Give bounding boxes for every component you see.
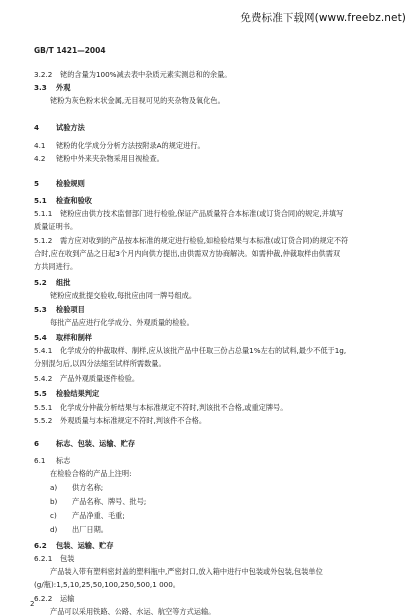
- section-line-5-5-2: [34, 416, 376, 425]
- clause-text: 铑粉的化学成分分析方法按附录A的规定进行。: [56, 141, 205, 150]
- clause-number: 5.4.2: [34, 374, 53, 383]
- clause-number: 5.5.1: [34, 403, 53, 412]
- clause-text: 供方名称;: [72, 483, 104, 492]
- clause-number: 5.4: [34, 333, 47, 342]
- clause-number: 5.1.1: [34, 209, 53, 218]
- text-line: [34, 249, 376, 258]
- text-line: [34, 262, 376, 271]
- section-line-4-2: [34, 154, 376, 163]
- clause-text: 取样和制样: [56, 333, 92, 342]
- section-line-4: [34, 123, 376, 132]
- clause-text: 产品外观质量逐件检验。: [60, 374, 140, 383]
- clause-number: 5.2: [34, 278, 47, 287]
- clause-number: 3.3: [34, 83, 47, 92]
- section-line-5-2: [34, 278, 376, 287]
- section-line-5-1-2: [34, 236, 376, 245]
- section-line-5-5-1: [34, 403, 376, 412]
- text-line: [50, 567, 376, 576]
- clause-text: 产品净重、毛重;: [72, 511, 125, 520]
- clause-text: 铑粉应由供方技术监督部门进行检验,保证产品质量符合本标准(或订货合同)的规定,并填写: [60, 209, 344, 218]
- clause-number: 4.2: [34, 154, 46, 163]
- clause-number: 6.2.2: [34, 594, 53, 603]
- clause-text: 铑粉为灰色粉末状金属,无目视可见的夹杂物及氧化色。: [50, 96, 225, 105]
- clause-number: d): [50, 525, 58, 534]
- clause-number: 5.5: [34, 389, 47, 398]
- clause-text: 产品名称、牌号、批号;: [72, 497, 147, 506]
- clause-text: 质量证明书。: [34, 222, 78, 231]
- clause-text: 铑粉中外来夹杂物采用目视检查。: [56, 154, 164, 163]
- clause-number: 5.5.2: [34, 416, 53, 425]
- clause-number: 5.4.1: [34, 346, 53, 355]
- text-line: [34, 359, 376, 368]
- clause-number: 6.2.1: [34, 554, 53, 563]
- clause-number: b): [50, 497, 58, 506]
- section-line-b-: [50, 497, 376, 506]
- clause-text: 铑粉应成批提交验收,每批应由同一牌号组成。: [50, 291, 197, 300]
- clause-number: 5.1: [34, 196, 47, 205]
- clause-text: 标志、包装、运输、贮存: [56, 439, 136, 448]
- clause-text: 试验方法: [56, 123, 85, 132]
- clause-text: 方共同进行。: [34, 262, 78, 271]
- clause-number: 3.2.2: [34, 70, 53, 79]
- clause-number: 4: [34, 123, 40, 132]
- clause-text: 铑的含量为100%减去表中杂质元素实测总和的余量。: [60, 70, 232, 79]
- clause-text: 组批: [56, 278, 71, 287]
- section-line-5-5: [34, 389, 376, 398]
- section-line-3-3: [34, 83, 376, 92]
- clause-number: a): [50, 483, 58, 492]
- clause-text: 外观质量与本标准规定不符时,判该件不合格。: [60, 416, 207, 425]
- clause-text: 检查和验收: [56, 196, 92, 205]
- section-line-5-4: [34, 333, 376, 342]
- section-line-d-: [50, 525, 376, 534]
- section-line-4-1: [34, 141, 376, 150]
- text-line: [50, 469, 376, 478]
- clause-text: 化学成分仲裁分析结果与本标准规定不符时,判该批不合格,或重定牌号。: [60, 403, 288, 412]
- clause-text: 外观: [56, 83, 71, 92]
- text-line: [34, 580, 376, 589]
- clause-text: 分别混匀后,以四分法缩至试样所需数量。: [34, 359, 166, 368]
- clause-text: 运输: [60, 594, 75, 603]
- clause-text: 需方应对收到的产品按本标准的规定进行检验,如检验结果与本标准(或订货合同)的规定不符: [60, 236, 349, 245]
- clause-text: 包装、运输、贮存: [56, 541, 114, 550]
- clause-text: 每批产品应进行化学成分、外观质量的检验。: [50, 318, 194, 327]
- section-line-6: [34, 439, 376, 448]
- section-line-6-1: [34, 456, 376, 465]
- clause-text: 产品装入带有塑料密封盖的塑料瓶中,严密封口,放入箱中进行中包装或外包装,包装单位: [50, 567, 323, 576]
- section-line-3-2-2: [34, 70, 376, 79]
- text-line: [34, 222, 376, 231]
- clause-text: 检验规则: [56, 179, 85, 188]
- clause-number: 6.2: [34, 541, 47, 550]
- section-line-5-4-1: [34, 346, 376, 355]
- section-line-6-2: [34, 541, 376, 550]
- section-line-c-: [50, 511, 376, 520]
- section-line-5-1: [34, 196, 376, 205]
- standard-code: GB/T 1421—2004: [34, 46, 106, 55]
- clause-number: 6: [34, 439, 40, 448]
- section-line-5-4-2: [34, 374, 376, 383]
- section-line-6-2-1: [34, 554, 376, 563]
- page-number: 2: [30, 600, 35, 608]
- clause-text: 出厂日期。: [72, 525, 108, 534]
- clause-text: 在检验合格的产品上注明:: [50, 469, 132, 478]
- text-line: [50, 291, 376, 300]
- clause-number: 5: [34, 179, 40, 188]
- clause-number: c): [50, 511, 57, 520]
- clause-number: 6.1: [34, 456, 46, 465]
- section-line-6-2-2: [34, 594, 376, 603]
- clause-text: 合时,应在收到产品之日起3个月内向供方提出,由供需双方协商解决。如需仲裁,仲裁取样由供需双: [34, 249, 341, 258]
- clause-number: 4.1: [34, 141, 46, 150]
- clause-text: 化学成分的仲裁取样、制样,应从该批产品中任取三份占总量1%左右的试料,最少不低于1g,: [60, 346, 347, 355]
- clause-text: 检验结果判定: [56, 389, 100, 398]
- clause-number: 5.3: [34, 305, 47, 314]
- clause-text: 检验项目: [56, 305, 85, 314]
- clause-text: 包装: [60, 554, 75, 563]
- clause-text: 标志: [56, 456, 71, 465]
- clause-text: 产品可以采用铁路、公路、水运、航空等方式运输。: [50, 607, 216, 616]
- section-line-5: [34, 179, 376, 188]
- watermark-text: 免费标准下载网(www.freebz.net): [240, 12, 406, 24]
- section-line-5-3: [34, 305, 376, 314]
- text-line: [50, 318, 376, 327]
- section-line-5-1-1: [34, 209, 376, 218]
- clause-number: 5.1.2: [34, 236, 53, 245]
- clause-text: (g/瓶):1,5,10,25,50,100,250,500,1 000。: [34, 580, 180, 589]
- section-line-a-: [50, 483, 376, 492]
- text-line: [50, 96, 376, 105]
